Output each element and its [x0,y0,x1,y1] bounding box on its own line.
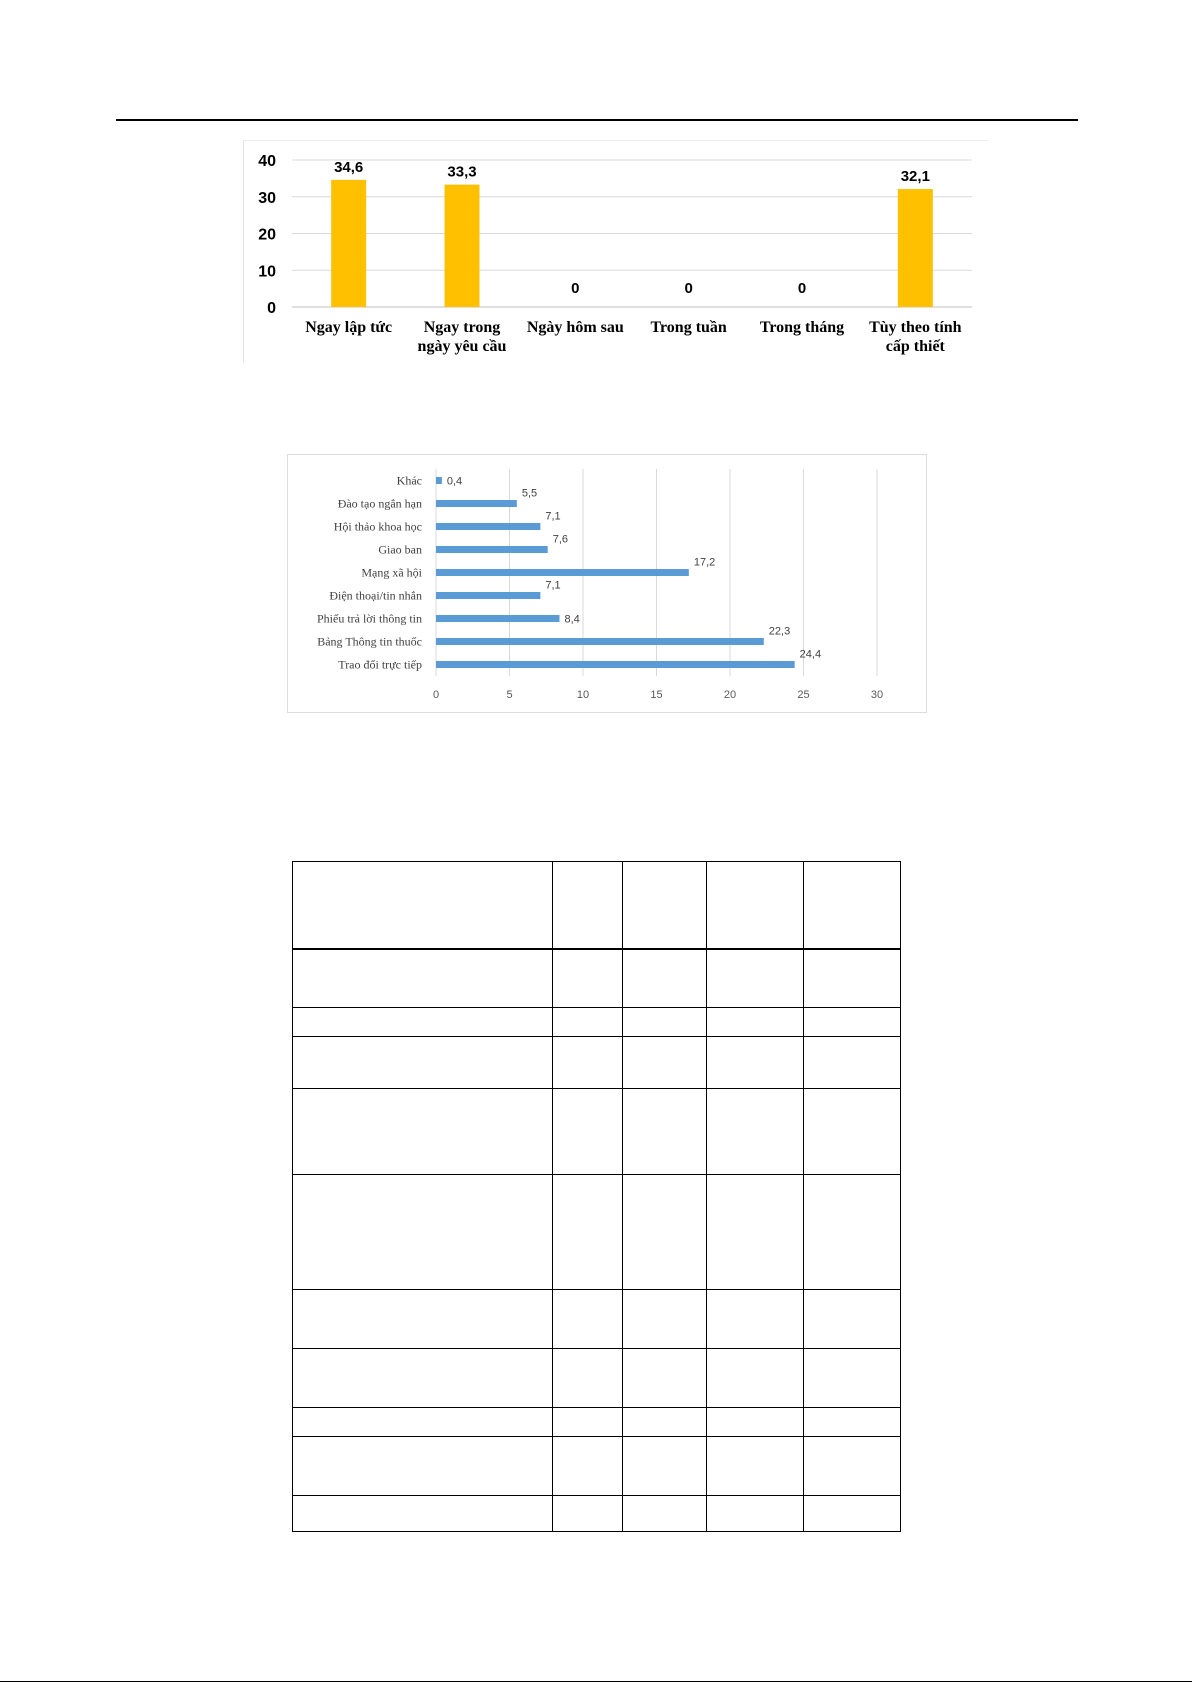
data-label: 34,6 [334,158,364,176]
table-cell [707,1037,804,1089]
table-cell [293,862,553,949]
category-label: Phiếu trả lời thông tin [316,611,422,626]
table-cell [804,1290,901,1349]
table-cell [804,1437,901,1496]
bar [436,546,548,553]
channel-chart-svg [288,455,926,712]
table-cell [553,1008,623,1037]
table-cell [553,1496,623,1532]
bar [898,189,933,307]
table-row [293,1175,901,1290]
data-label: 0 [797,280,807,297]
table-cell [553,862,623,949]
table-row [293,949,901,1008]
table-cell [804,1349,901,1408]
bar [436,661,795,668]
bar [436,569,689,576]
bar [436,477,442,484]
table-cell [553,1349,623,1408]
table-cell [293,1496,553,1532]
table-cell [804,1008,901,1037]
bar [436,592,540,599]
category-label: Ngày hôm sau [526,319,624,336]
table-header-row [293,862,901,949]
category-label: Trong tháng [759,319,845,336]
table-cell [707,1408,804,1437]
data-label: 8,4 [564,613,580,626]
category-label: Trong tuần [650,319,727,336]
data-label: 17,2 [693,556,716,569]
data-table [292,861,901,1532]
data-label: 5,5 [521,487,538,500]
table-cell [707,1437,804,1496]
table-cell [623,949,707,1008]
table-cell [623,862,707,949]
category-label: Ngay lập tức [305,319,393,336]
table-cell [804,1175,901,1290]
bar [445,185,480,307]
table-cell [707,1349,804,1408]
table-cell [707,1008,804,1037]
table-row [293,1349,901,1408]
table-cell [553,1437,623,1496]
table-cell [293,949,553,1008]
table-cell [623,1290,707,1349]
y-tick-label: 0 [267,300,276,317]
bar [436,615,559,622]
table-row [293,1089,901,1175]
bar [436,638,764,645]
x-tick-label: 0 [432,689,440,701]
x-tick-label: 5 [506,689,513,701]
table-cell [707,1175,804,1290]
data-label: 33,3 [447,163,477,181]
table-cell [553,1089,623,1175]
table-cell [804,949,901,1008]
category-label: Bảng Thông tin thuốc [317,634,422,649]
table-cell [804,862,901,949]
category-label: Mạng xã hội [361,565,422,580]
data-label: 0 [684,280,693,297]
table-cell [293,1037,553,1089]
table-cell [623,1037,707,1089]
table-cell [707,1089,804,1175]
response-time-bar-chart [243,140,988,363]
category-label: Đào tạo ngắn hạn [337,496,422,511]
data-label: 0,4 [446,475,463,488]
table-cell [804,1089,901,1175]
footer-rule [0,1681,1192,1682]
category-label: Giao ban [378,542,422,557]
response-time-chart-svg [244,141,988,363]
header-rule [116,119,1078,121]
table-cell [293,1437,553,1496]
category-label: ngày yêu cầu [417,338,507,355]
y-tick-label: 40 [258,153,276,170]
table-cell [553,1175,623,1290]
x-tick-label: 25 [797,689,810,701]
table-cell [804,1496,901,1532]
table-row [293,1437,901,1496]
category-label: Tùy theo tính [869,319,962,336]
table-cell [707,1290,804,1349]
table-cell [623,1408,707,1437]
category-label: Trao đổi trực tiếp [338,657,422,672]
table-row [293,1408,901,1437]
data-label: 7,1 [545,510,561,523]
table-cell [553,1290,623,1349]
table-cell [623,1008,707,1037]
table-cell [707,862,804,949]
data-label: 0 [571,280,580,297]
table-cell [293,1175,553,1290]
table-cell [293,1349,553,1408]
x-tick-label: 30 [870,689,884,701]
bar [436,523,540,530]
table-row [293,1037,901,1089]
data-label: 22,3 [768,625,791,638]
data-label: 7,6 [552,533,569,546]
data-label: 32,1 [900,168,930,186]
table-cell [553,1408,623,1437]
x-tick-label: 10 [576,689,590,701]
channel-horizontal-bar-chart [287,454,927,713]
table-cell [623,1496,707,1532]
table-cell [293,1089,553,1175]
table-cell [707,1496,804,1532]
category-label: Khác [396,473,422,488]
category-label: Ngay trong [423,319,501,336]
category-label: Hội thảo khoa học [333,519,422,534]
data-label: 24,4 [799,648,822,661]
category-label: Điện thoại/tin nhắn [329,588,422,603]
table-cell [804,1037,901,1089]
table-cell [553,949,623,1008]
table-cell [623,1437,707,1496]
table-row [293,1496,901,1532]
table-cell [623,1175,707,1290]
data-label: 7,1 [545,579,561,592]
bar [436,500,517,507]
table-cell [553,1037,623,1089]
x-tick-label: 20 [723,689,737,701]
y-tick-label: 10 [258,263,276,281]
x-tick-label: 15 [650,689,663,701]
table-cell [293,1408,553,1437]
table-cell [804,1408,901,1437]
category-label: cấp thiết [885,338,945,355]
table-cell [623,1349,707,1408]
table-cell [623,1089,707,1175]
table-row [293,1008,901,1037]
bar [331,180,366,307]
table-cell [293,1290,553,1349]
table-row [293,1290,901,1349]
y-tick-label: 30 [258,189,276,207]
table-cell [707,949,804,1008]
y-tick-label: 20 [258,226,276,244]
table-cell [293,1008,553,1037]
